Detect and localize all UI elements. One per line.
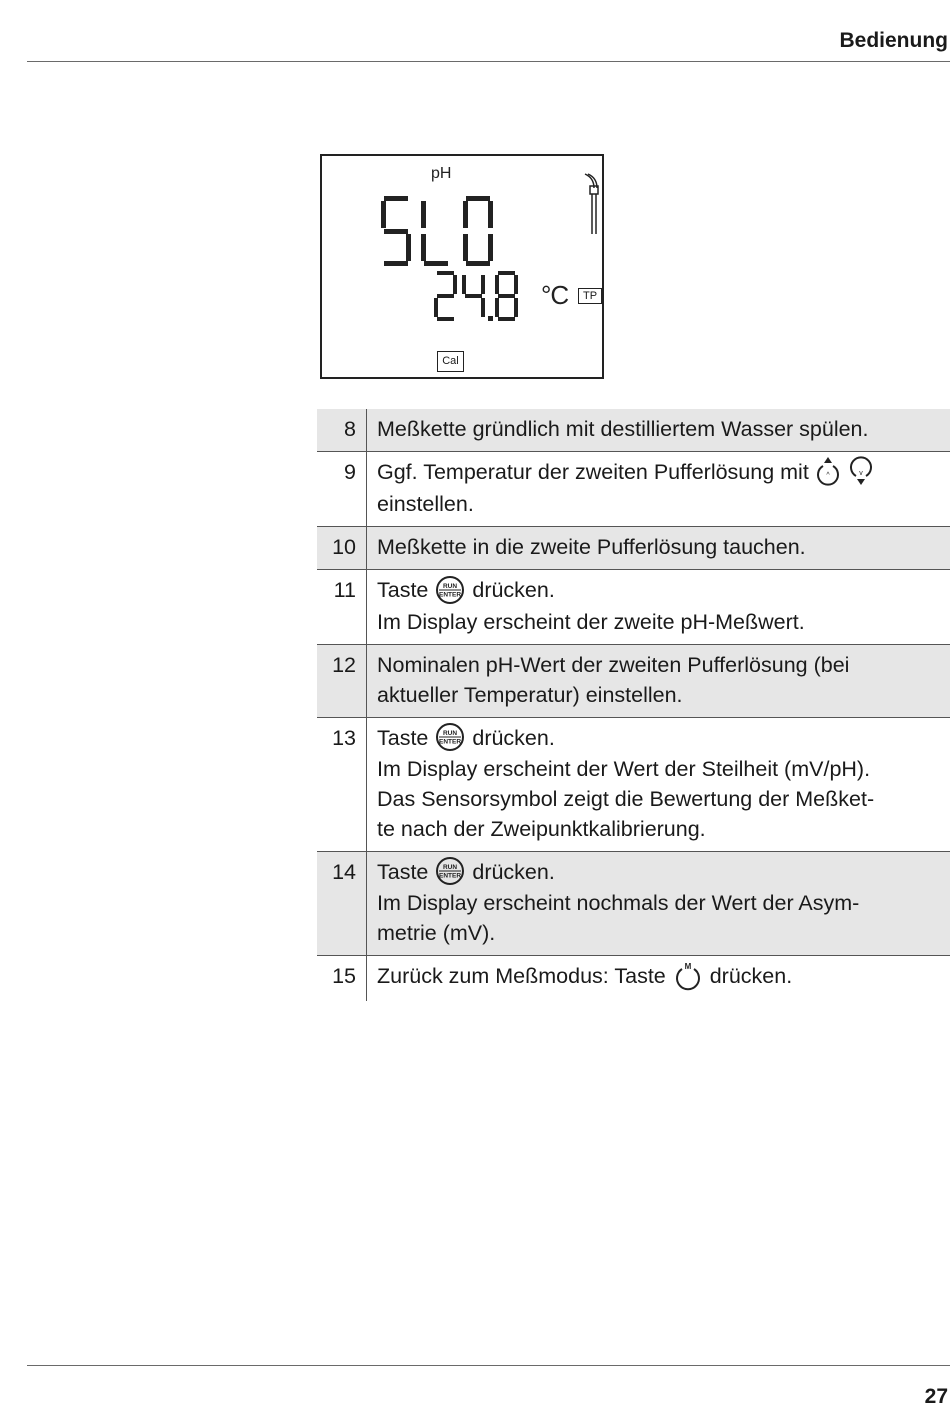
step-line: Taste [377, 578, 429, 603]
step-number: 8 [317, 409, 367, 451]
step-line: Im Display erscheint der zweite pH-Meßwert. [377, 609, 805, 634]
svg-text:ENTER: ENTER [439, 872, 462, 880]
step-row [317, 452, 950, 527]
step-text [367, 718, 950, 851]
step-line: Im Display erscheint nochmals der Wert der Asym- [377, 891, 860, 916]
step-line: metrie (mV). [377, 921, 496, 946]
svg-text:RUN: RUN [443, 729, 458, 737]
step-line: Meßkette gründlich mit destilliertem Wasser spülen. [377, 417, 869, 441]
run-enter-key-icon [434, 722, 466, 752]
step-line: Meßkette in die zweite Pufferlösung tauchen. [377, 535, 806, 560]
step-text [367, 452, 950, 526]
steps-table [317, 409, 950, 1001]
run-enter-key-icon [434, 575, 466, 605]
mode-key-icon [672, 960, 704, 992]
lcd-display [320, 154, 604, 379]
step-number: 14 [317, 852, 367, 955]
lcd-temperature-unit: °C [541, 280, 569, 310]
section-title: Bedienung [839, 29, 948, 52]
step-text [367, 527, 950, 569]
step-text [367, 645, 950, 717]
step-line: Das Sensorsymbol zeigt die Bewertung der Meßket- [377, 786, 875, 811]
step-line: Zurück zum Meßmodus: Taste [377, 964, 666, 989]
step-line: drücken. [472, 578, 555, 603]
step-line: Nominalen pH-Wert der zweiten Pufferlösung (bei [377, 652, 850, 677]
main-segment-digits [381, 196, 493, 266]
step-line: Im Display erscheint der Wert der Steilheit (mV/pH). [377, 756, 871, 781]
step-line: einstellen. [377, 492, 474, 517]
step-number: 9 [317, 452, 367, 526]
step-number: 11 [317, 570, 367, 643]
step-line: drücken. [472, 725, 555, 750]
lcd-cal-badge: Cal [437, 351, 464, 372]
svg-text:RUN: RUN [443, 582, 458, 590]
svg-text:ENTER: ENTER [439, 738, 462, 746]
header-rule [27, 61, 950, 62]
step-text [367, 956, 950, 1000]
electrode-icon [585, 174, 598, 234]
step-number: 10 [317, 527, 367, 569]
step-line: aktueller Temperatur) einstellen. [377, 682, 683, 707]
step-text [367, 409, 950, 451]
svg-text:RUN: RUN [443, 864, 458, 872]
step-line: Ggf. Temperatur der zweiten Pufferlösung mit [377, 460, 809, 484]
step-row [317, 570, 950, 644]
svg-text:^: ^ [826, 472, 830, 480]
step-row [317, 645, 950, 718]
step-number: 13 [317, 718, 367, 851]
step-row [317, 956, 950, 1000]
step-row [317, 409, 950, 452]
step-line: drücken. [709, 964, 793, 989]
step-row [317, 852, 950, 956]
step-row [317, 718, 950, 852]
down-arrow-key-icon [847, 455, 875, 487]
step-text [367, 570, 950, 643]
step-line: drücken. [472, 859, 555, 884]
lcd-ph-label: pH [431, 165, 452, 182]
up-arrow-key-icon [815, 455, 841, 487]
temperature-segment-digits [434, 271, 518, 321]
step-number: 15 [317, 956, 367, 1000]
svg-text:ENTER: ENTER [439, 591, 462, 599]
lcd-segments [322, 156, 606, 381]
lcd-tp-badge: TP [578, 288, 602, 304]
step-number: 12 [317, 645, 367, 717]
svg-text:v: v [859, 470, 863, 478]
step-text [367, 852, 950, 955]
step-line: te nach der Zweipunktkalibrierung. [377, 816, 706, 841]
step-line: Taste [377, 859, 429, 884]
svg-text:M: M [684, 961, 692, 971]
page-number: 27 [924, 1385, 948, 1408]
step-row [317, 527, 950, 570]
step-line: Taste [377, 725, 429, 750]
run-enter-key-icon [434, 856, 466, 886]
footer-rule [27, 1365, 950, 1366]
